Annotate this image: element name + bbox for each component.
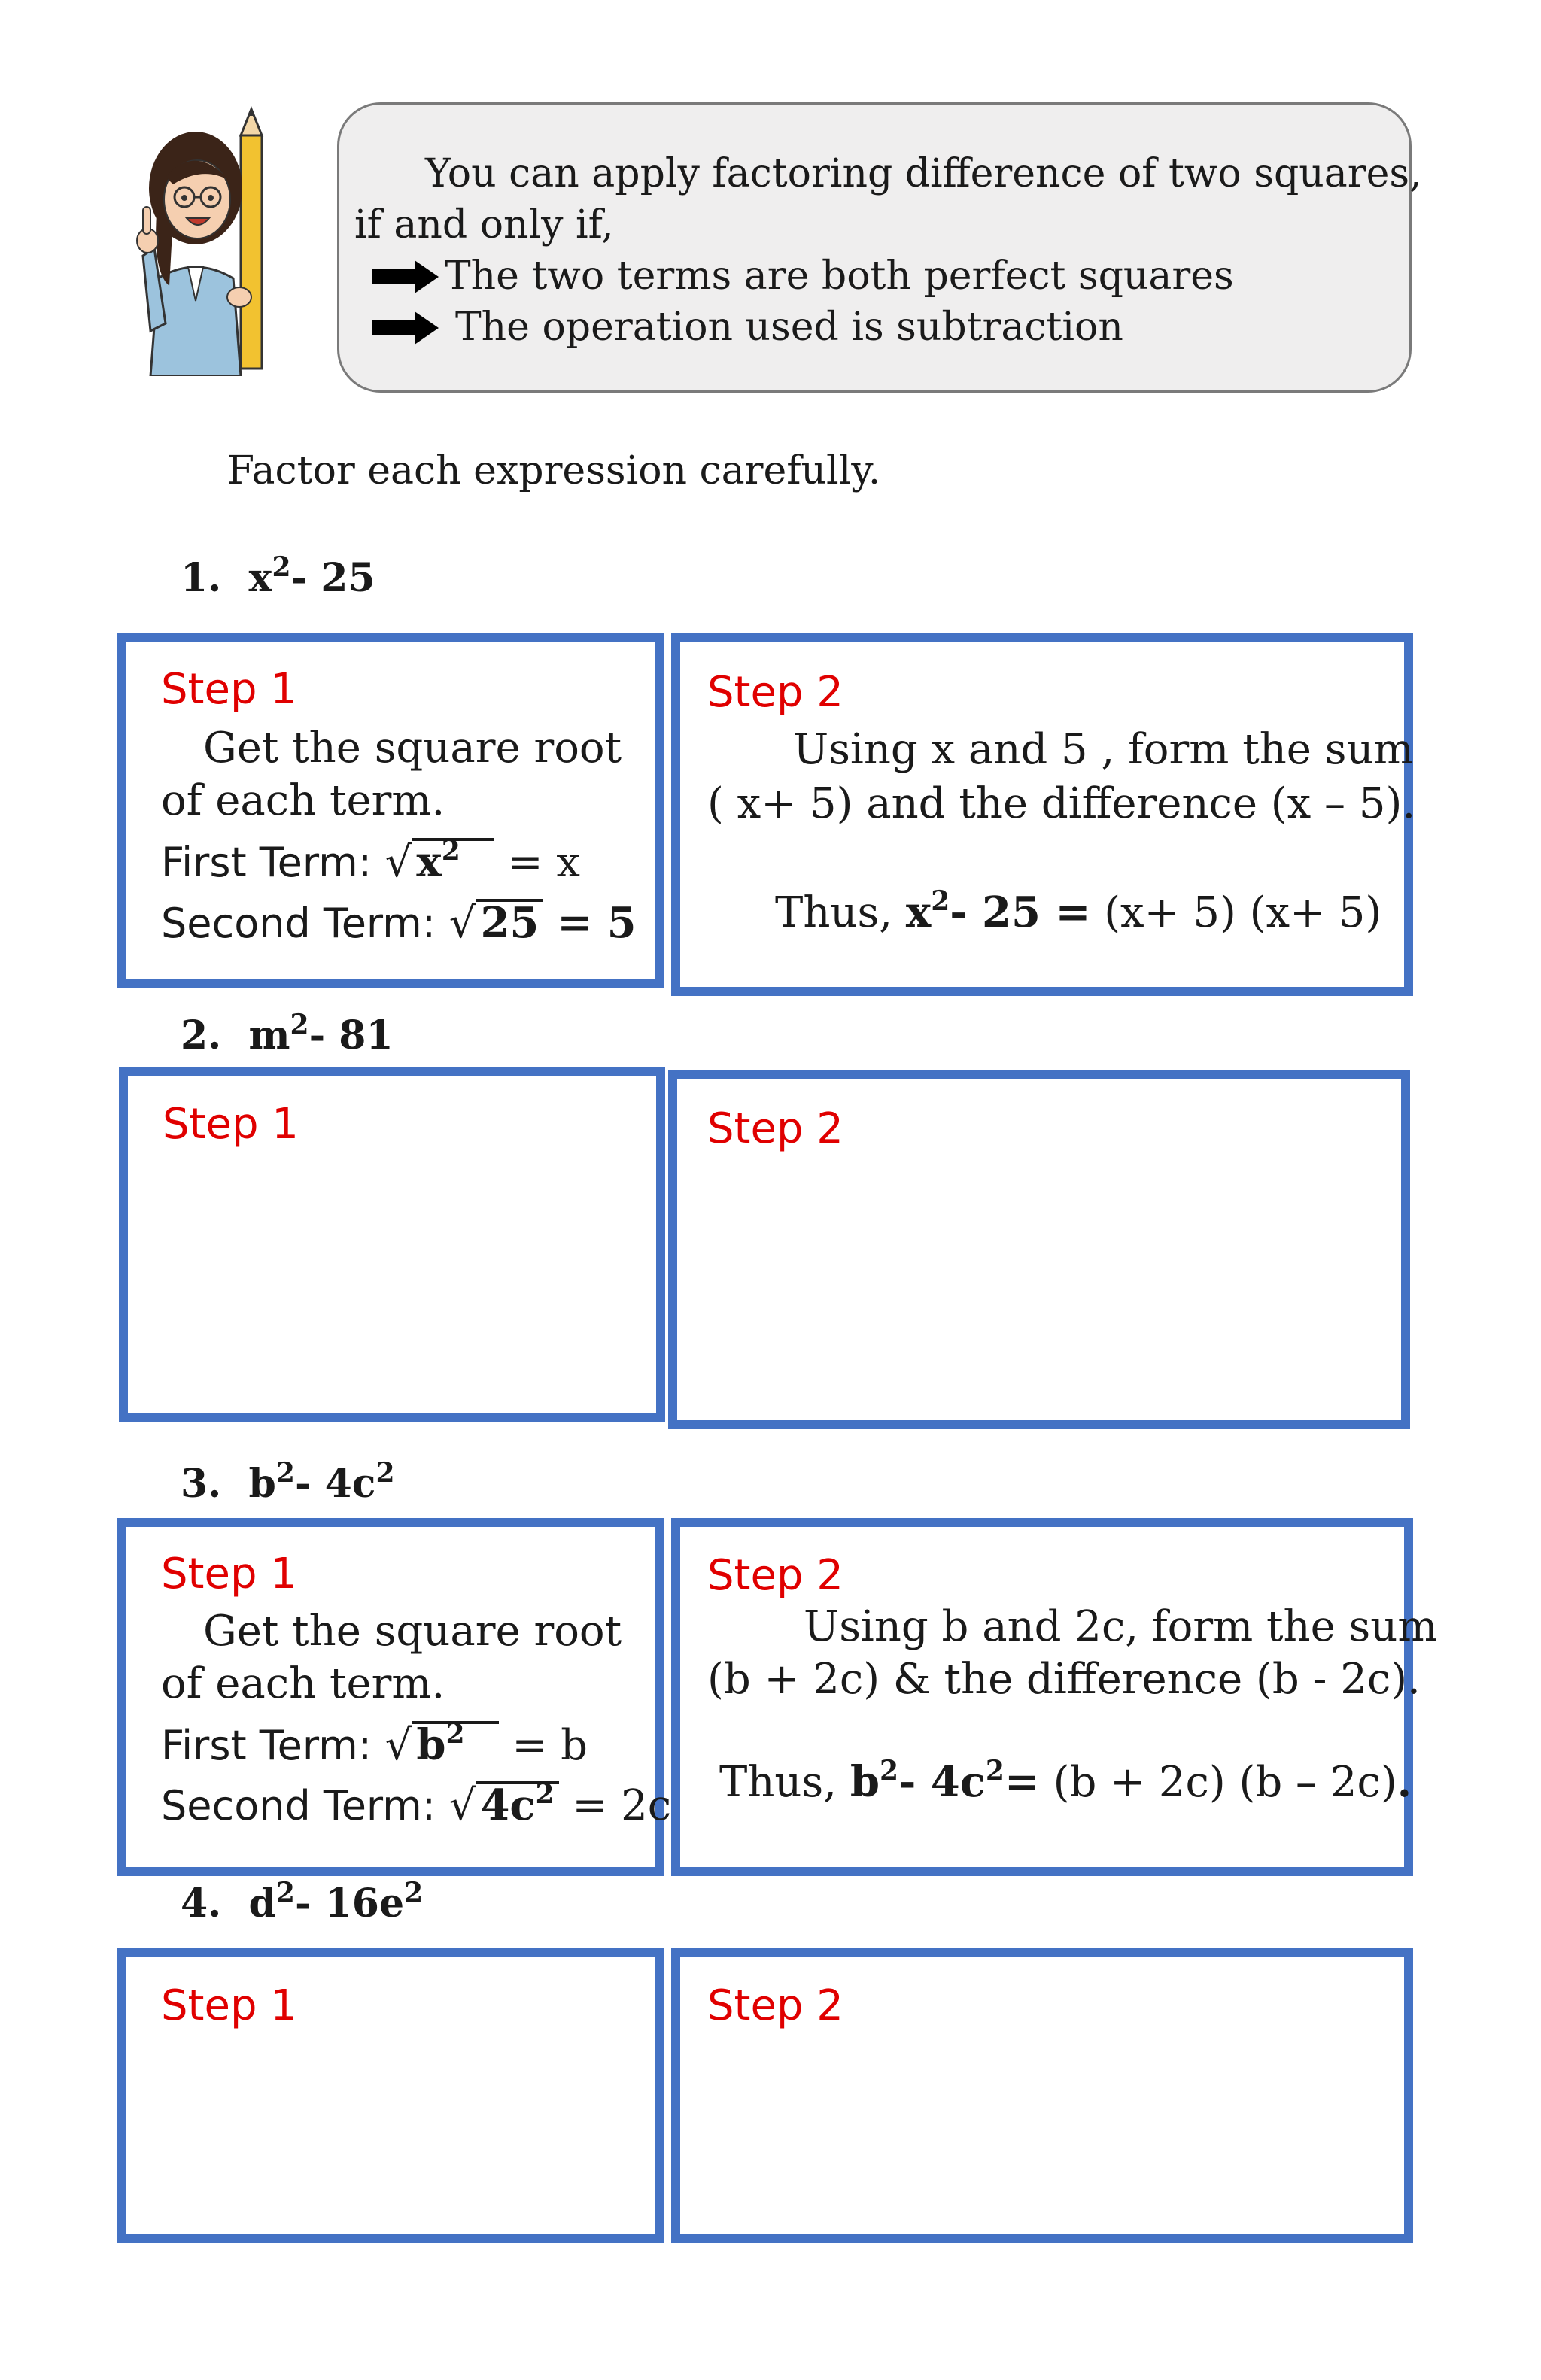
problem-3-step-2-box: [671, 1518, 1438, 1876]
step-2-label: Step 2: [707, 668, 843, 717]
step-1-label: Step 1: [161, 1550, 297, 1598]
second-term-line: Second Term: √ $4c^2 = 2c$: [161, 1778, 672, 1830]
problem-2-step-2-box[interactable]: [668, 1070, 1410, 1429]
first-term-line: First Term: √ $x^2$ = x: [161, 835, 580, 887]
problem-1-step-1-box: [117, 633, 664, 988]
teacher-illustration: [128, 105, 309, 376]
problem-3: 3. $b^2-$ $4c^2$: [181, 1457, 395, 1507]
step-2-label: Step 2: [707, 1981, 843, 2030]
arrow-right-icon: [372, 311, 439, 345]
problem-3-step-1-box: [117, 1518, 672, 1876]
step-text: Using x and 5 , form the sum: [793, 725, 1414, 774]
problem-4-step-2-box[interactable]: [671, 1948, 1413, 2243]
step-text: (b + 2c) & the difference (b - 2c).: [707, 1655, 1421, 1704]
problem-1: 1. $x^2-$ 25: [181, 551, 375, 601]
thus-line: Thus, $b^2-$ $4c^2= (b + 2c)$ (b – 2c).: [719, 1755, 1412, 1807]
step-2-label: Step 2: [707, 1551, 843, 1600]
step-1-label: Step 1: [163, 1100, 299, 1149]
problem-2: 2. $m^2-$ 81: [181, 1009, 394, 1058]
step-1-label: Step 1: [161, 1981, 297, 2030]
thus-line: Thus, $x^2-$ 25 = (x+ 5) (x+ 5): [775, 885, 1382, 937]
step-text: Get the square root: [203, 724, 622, 773]
step-text: ( x+ 5) and the difference (x – 5).: [707, 779, 1416, 828]
step-text: Get the square root: [203, 1607, 622, 1656]
step-1-label: Step 1: [161, 665, 297, 714]
problem-2-step-1-box[interactable]: [119, 1067, 665, 1422]
problem-1-step-2-box: [671, 633, 1416, 996]
step-text: of each term.: [161, 1659, 445, 1708]
second-term-line: Second Term: √ 25 = 5: [161, 898, 637, 948]
step-2-label: Step 2: [707, 1104, 843, 1153]
problem-4: 4. $d^2-$ $16e^2$: [181, 1877, 424, 1926]
arrow-right-icon: [372, 260, 439, 293]
instruction: Factor each expression carefully.: [227, 448, 881, 493]
tip-bullet-2: The operation used is subtraction: [372, 302, 1123, 353]
step-text: of each term.: [161, 776, 445, 825]
step-text: Using b and 2c, form the sum: [804, 1602, 1438, 1651]
tip-line-1: You can apply factoring difference of two squares,: [425, 151, 1422, 196]
problem-4-step-1-box[interactable]: [117, 1948, 664, 2243]
first-term-line: First Term: √ $b^2$ = b: [161, 1718, 588, 1770]
tip-bullet-1: The two terms are both perfect squares: [372, 250, 1234, 302]
tip-line-2: if and only if,: [354, 202, 614, 247]
tip-bubble: [337, 102, 1422, 393]
